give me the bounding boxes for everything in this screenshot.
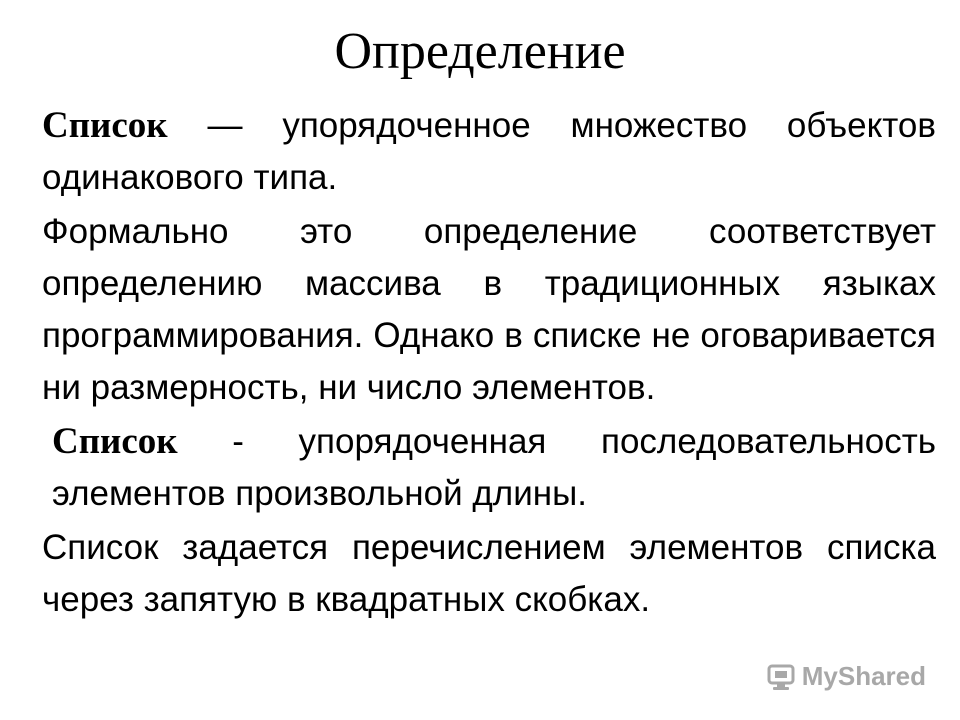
- definition-text-2: упорядоченная последовательность элементов произвольной длины.: [52, 422, 936, 513]
- definition-paragraph-2: [42, 416, 936, 520]
- definition-paragraph-1: [42, 100, 936, 204]
- dash-separator-2: -: [177, 422, 299, 461]
- syntax-note-paragraph: Список задается перечислением элементов списка через запятую в квадратных скобках.: [42, 528, 936, 619]
- slide-body: [42, 100, 936, 628]
- term-list-1: Список: [42, 105, 168, 146]
- formal-note-paragraph: Формально это определение соответствует определению массива в традиционных языках программирования. Однако в списке не оговаривается ни размерность, ни число элементов.: [42, 212, 936, 407]
- definition-text-1: упорядоченное множество объектов одинакового типа.: [42, 106, 936, 197]
- term-list-2: Список: [52, 421, 178, 462]
- watermark: [766, 661, 926, 692]
- dash-separator-1: —: [167, 106, 283, 145]
- watermark-text: MyShared: [801, 661, 926, 691]
- myshared-logo-icon: [766, 662, 796, 692]
- slide-title: Определение: [334, 23, 626, 80]
